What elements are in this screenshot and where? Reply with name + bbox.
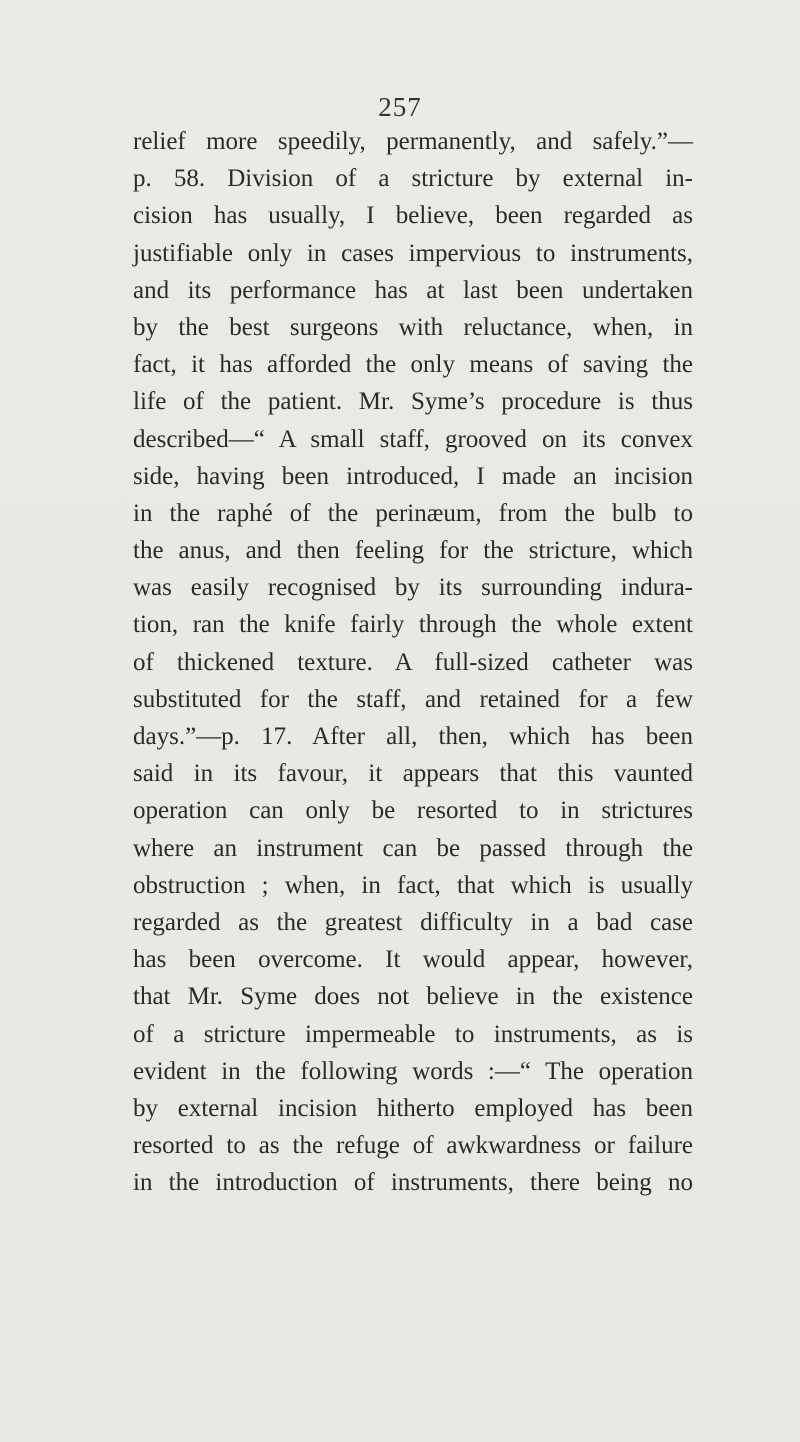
text-line: days.”—p. 17. After all, then, which has been bbox=[133, 723, 693, 750]
text-line: of thickened texture. A full-sized catheter was bbox=[133, 648, 693, 676]
text-line: in the raphé of the perinæum, from the bulb to bbox=[133, 499, 693, 527]
text-line: fact, it has afforded the only means of saving the bbox=[133, 351, 693, 379]
body-text bbox=[133, 123, 693, 1201]
text-line: by external incision hitherto employed has been bbox=[133, 1094, 693, 1122]
text-line: regarded as the greatest difficulty in a bad case bbox=[133, 908, 693, 936]
text-line: cision has usually, I believe, been regarded as bbox=[133, 202, 693, 230]
text-line: was easily recognised by its surrounding indura- bbox=[133, 574, 693, 602]
text-line: by the best surgeons with reluctance, when, in bbox=[133, 313, 693, 341]
text-line: side, having been introduced, I made an incision bbox=[133, 462, 693, 490]
text-line: said in its favour, it appears that this vaunted bbox=[133, 760, 693, 788]
text-line: the anus, and then feeling for the stricture, which bbox=[133, 537, 693, 565]
text-line: described—“ A small staff, grooved on its convex bbox=[133, 425, 693, 453]
text-line: substituted for the staff, and retained for a few bbox=[133, 685, 693, 713]
text-line: relief more speedily, permanently, and safely.”— bbox=[133, 128, 693, 155]
text-line: in the introduction of instruments, there being no bbox=[133, 1169, 693, 1197]
text-line: where an instrument can be passed through the bbox=[133, 834, 693, 862]
text-line: justifiable only in cases impervious to instruments, bbox=[133, 239, 693, 267]
text-line: p. 58. Division of a stricture by external in- bbox=[133, 165, 693, 193]
text-line: evident in the following words :—“ The operation bbox=[133, 1057, 693, 1085]
text-line: tion, ran the knife fairly through the whole extent bbox=[133, 611, 693, 639]
text-line: life of the patient. Mr. Syme’s procedure is thus bbox=[133, 388, 693, 416]
text-line: obstruction ; when, in fact, that which is usually bbox=[133, 871, 693, 899]
text-line: resorted to as the refuge of awkwardness or failure bbox=[133, 1132, 693, 1160]
text-line: and its performance has at last been undertaken bbox=[133, 276, 693, 304]
text-line: has been overcome. It would appear, however, bbox=[133, 946, 693, 974]
text-line: of a stricture impermeable to instruments, as is bbox=[133, 1020, 693, 1048]
page-number: 257 bbox=[378, 92, 422, 122]
text-line: operation can only be resorted to in strictures bbox=[133, 797, 693, 825]
text-line: that Mr. Syme does not believe in the existence bbox=[133, 983, 693, 1011]
